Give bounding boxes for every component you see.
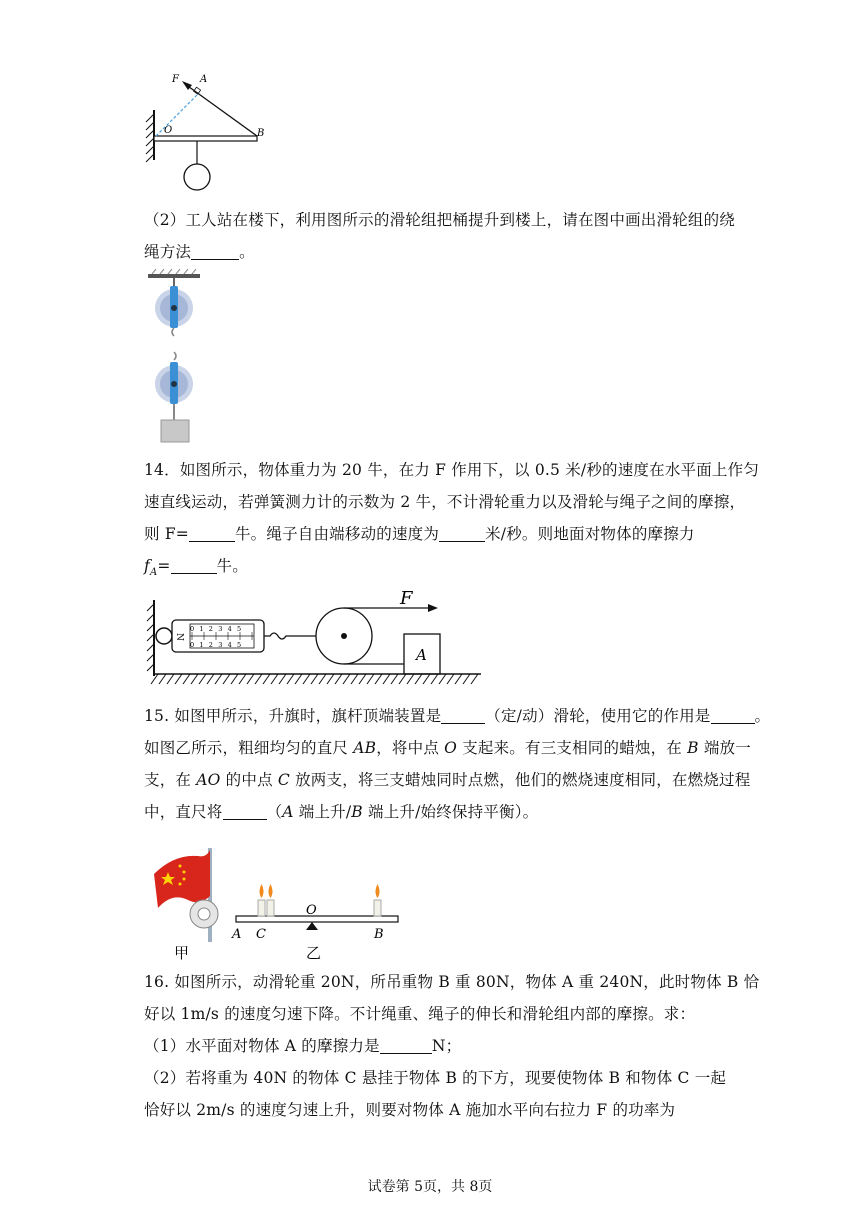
page-footer: 试卷第 5页，共 8页 (367, 1179, 493, 1195)
q14-line-3c: 米/秒。则地面对物体的摩擦力 (485, 525, 695, 543)
answer-blank[interactable] (191, 241, 239, 260)
answer-blank-pulley-use[interactable] (711, 705, 755, 724)
question-15: 15. 如图甲所示，升旗时，旗杆顶端装置是 （定/动）滑轮，使用它的作用是 。 如图乙所示，粗细均匀的直尺 AB，将中点 O 支起来。有三支相同的蜡烛，在 B 端放一 支，在 AO 的中点 C 放两支，将三支蜡烛同时点燃，他们的燃烧速度相同，在燃烧过程 中，直尺将 （A 端上升/B 端上升/始终保持平衡）。 (144, 707, 771, 821)
q14-line-2: 速直线运动，若弹簧测力计的示数为 2 牛，不计滑轮重力以及滑轮与绳子之间的摩擦， (144, 493, 746, 511)
scale-bottom-numbers: 0 1 2 3 4 5 (190, 641, 243, 649)
label-jia: 甲 (174, 944, 190, 962)
q14-line-3b: 牛。绳子自由端移动的速度为 (234, 525, 440, 543)
lever-figure (140, 66, 270, 192)
q14-line-4b: 牛。 (216, 557, 248, 575)
ruler-label-a: A (232, 927, 242, 942)
q14-friction-symbol: f (144, 557, 150, 575)
scale-unit-n: N (174, 633, 184, 641)
spring-scale-figure (146, 590, 486, 692)
scale-top-numbers: 0 1 2 3 4 5 (190, 625, 243, 633)
answer-blank-speed[interactable] (439, 523, 485, 542)
question-14 (144, 454, 760, 589)
q14-friction-subscript: A (149, 567, 158, 579)
answer-blank-ruler[interactable] (223, 801, 267, 820)
q14-line-1: 14．如图所示，物体重力为 20 牛，在力 F 作用下，以 0.5 米/秒的速度在水平面上作匀 (144, 461, 760, 479)
force-label-f: F (400, 590, 413, 609)
q13-line-2a: 绳方法 (144, 243, 192, 261)
q15-line-1b: （定/动）滑轮，使用它的作用是 (485, 707, 711, 725)
answer-blank-friction-a[interactable] (380, 1035, 432, 1054)
answer-blank-f[interactable] (189, 523, 235, 542)
lever-label-a: A (200, 74, 208, 85)
pulley-system-figure (146, 268, 216, 446)
q16-line-1: 16. 如图所示，动滑轮重 20N，所吊重物 B 重 80N，物体 A 重 240N，此时物体 B 恰 (144, 973, 760, 991)
q13-line-1: （2）工人站在楼下，利用图所示的滑轮组把桶提升到楼上，请在图中画出滑轮组的绕 (144, 211, 735, 229)
q15-line-1c: 。 (754, 707, 771, 725)
label-yi: 乙 (306, 944, 322, 962)
lever-label-o: O (164, 125, 173, 136)
flag-and-ruler-figure (146, 842, 406, 966)
question-13-part-2 (144, 204, 735, 268)
answer-blank-pulley-type[interactable] (441, 705, 485, 724)
q16-line-5: 恰好以 2m/s 的速度匀速上升，则要对物体 A 施加水平向右拉力 F 的功率为 (144, 1101, 676, 1119)
q14-line-3a: 则 F= (144, 525, 189, 543)
q16-line-2: 好以 1m/s 的速度匀速下降。不计绳重、绳子的伸长和滑轮组内部的摩擦。求： (144, 1005, 696, 1023)
ruler-label-b: B (374, 927, 384, 942)
lever-label-b: B (257, 128, 265, 139)
block-label-a: A (416, 646, 427, 664)
ruler-label-o: O (306, 903, 317, 918)
q14-line-4a: = (157, 557, 171, 575)
answer-blank-friction[interactable] (171, 555, 217, 574)
ruler-label-c: C (256, 927, 266, 942)
q16-line-4: （2）若将重为 40N 的物体 C 悬挂于物体 B 的下方，现要使物体 B 和物体 C 一起 (144, 1069, 727, 1087)
lever-label-f: F (172, 74, 179, 85)
q15-line-1a: 15. 如图甲所示，升旗时，旗杆顶端装置是 (144, 707, 442, 725)
question-16: 16. 如图所示，动滑轮重 20N，所吊重物 B 重 80N，物体 A 重 240N，此时物体 B 恰 好以 1m/s 的速度匀速下降。不计绳重、绳子的伸长和滑轮组内部的摩擦。求： （1）水平面对物体 A 的摩擦力是 N； （2）若将重为 40N 的物体 C 悬挂于物体 B 的下方，现要使物体 B 和物体 C 一起 恰好以 2m/s 的速度匀速上升，则要对物体 A 施加水平向右拉力 F 的功率为 (144, 966, 734, 1126)
q13-line-2b: 。 (239, 243, 255, 261)
